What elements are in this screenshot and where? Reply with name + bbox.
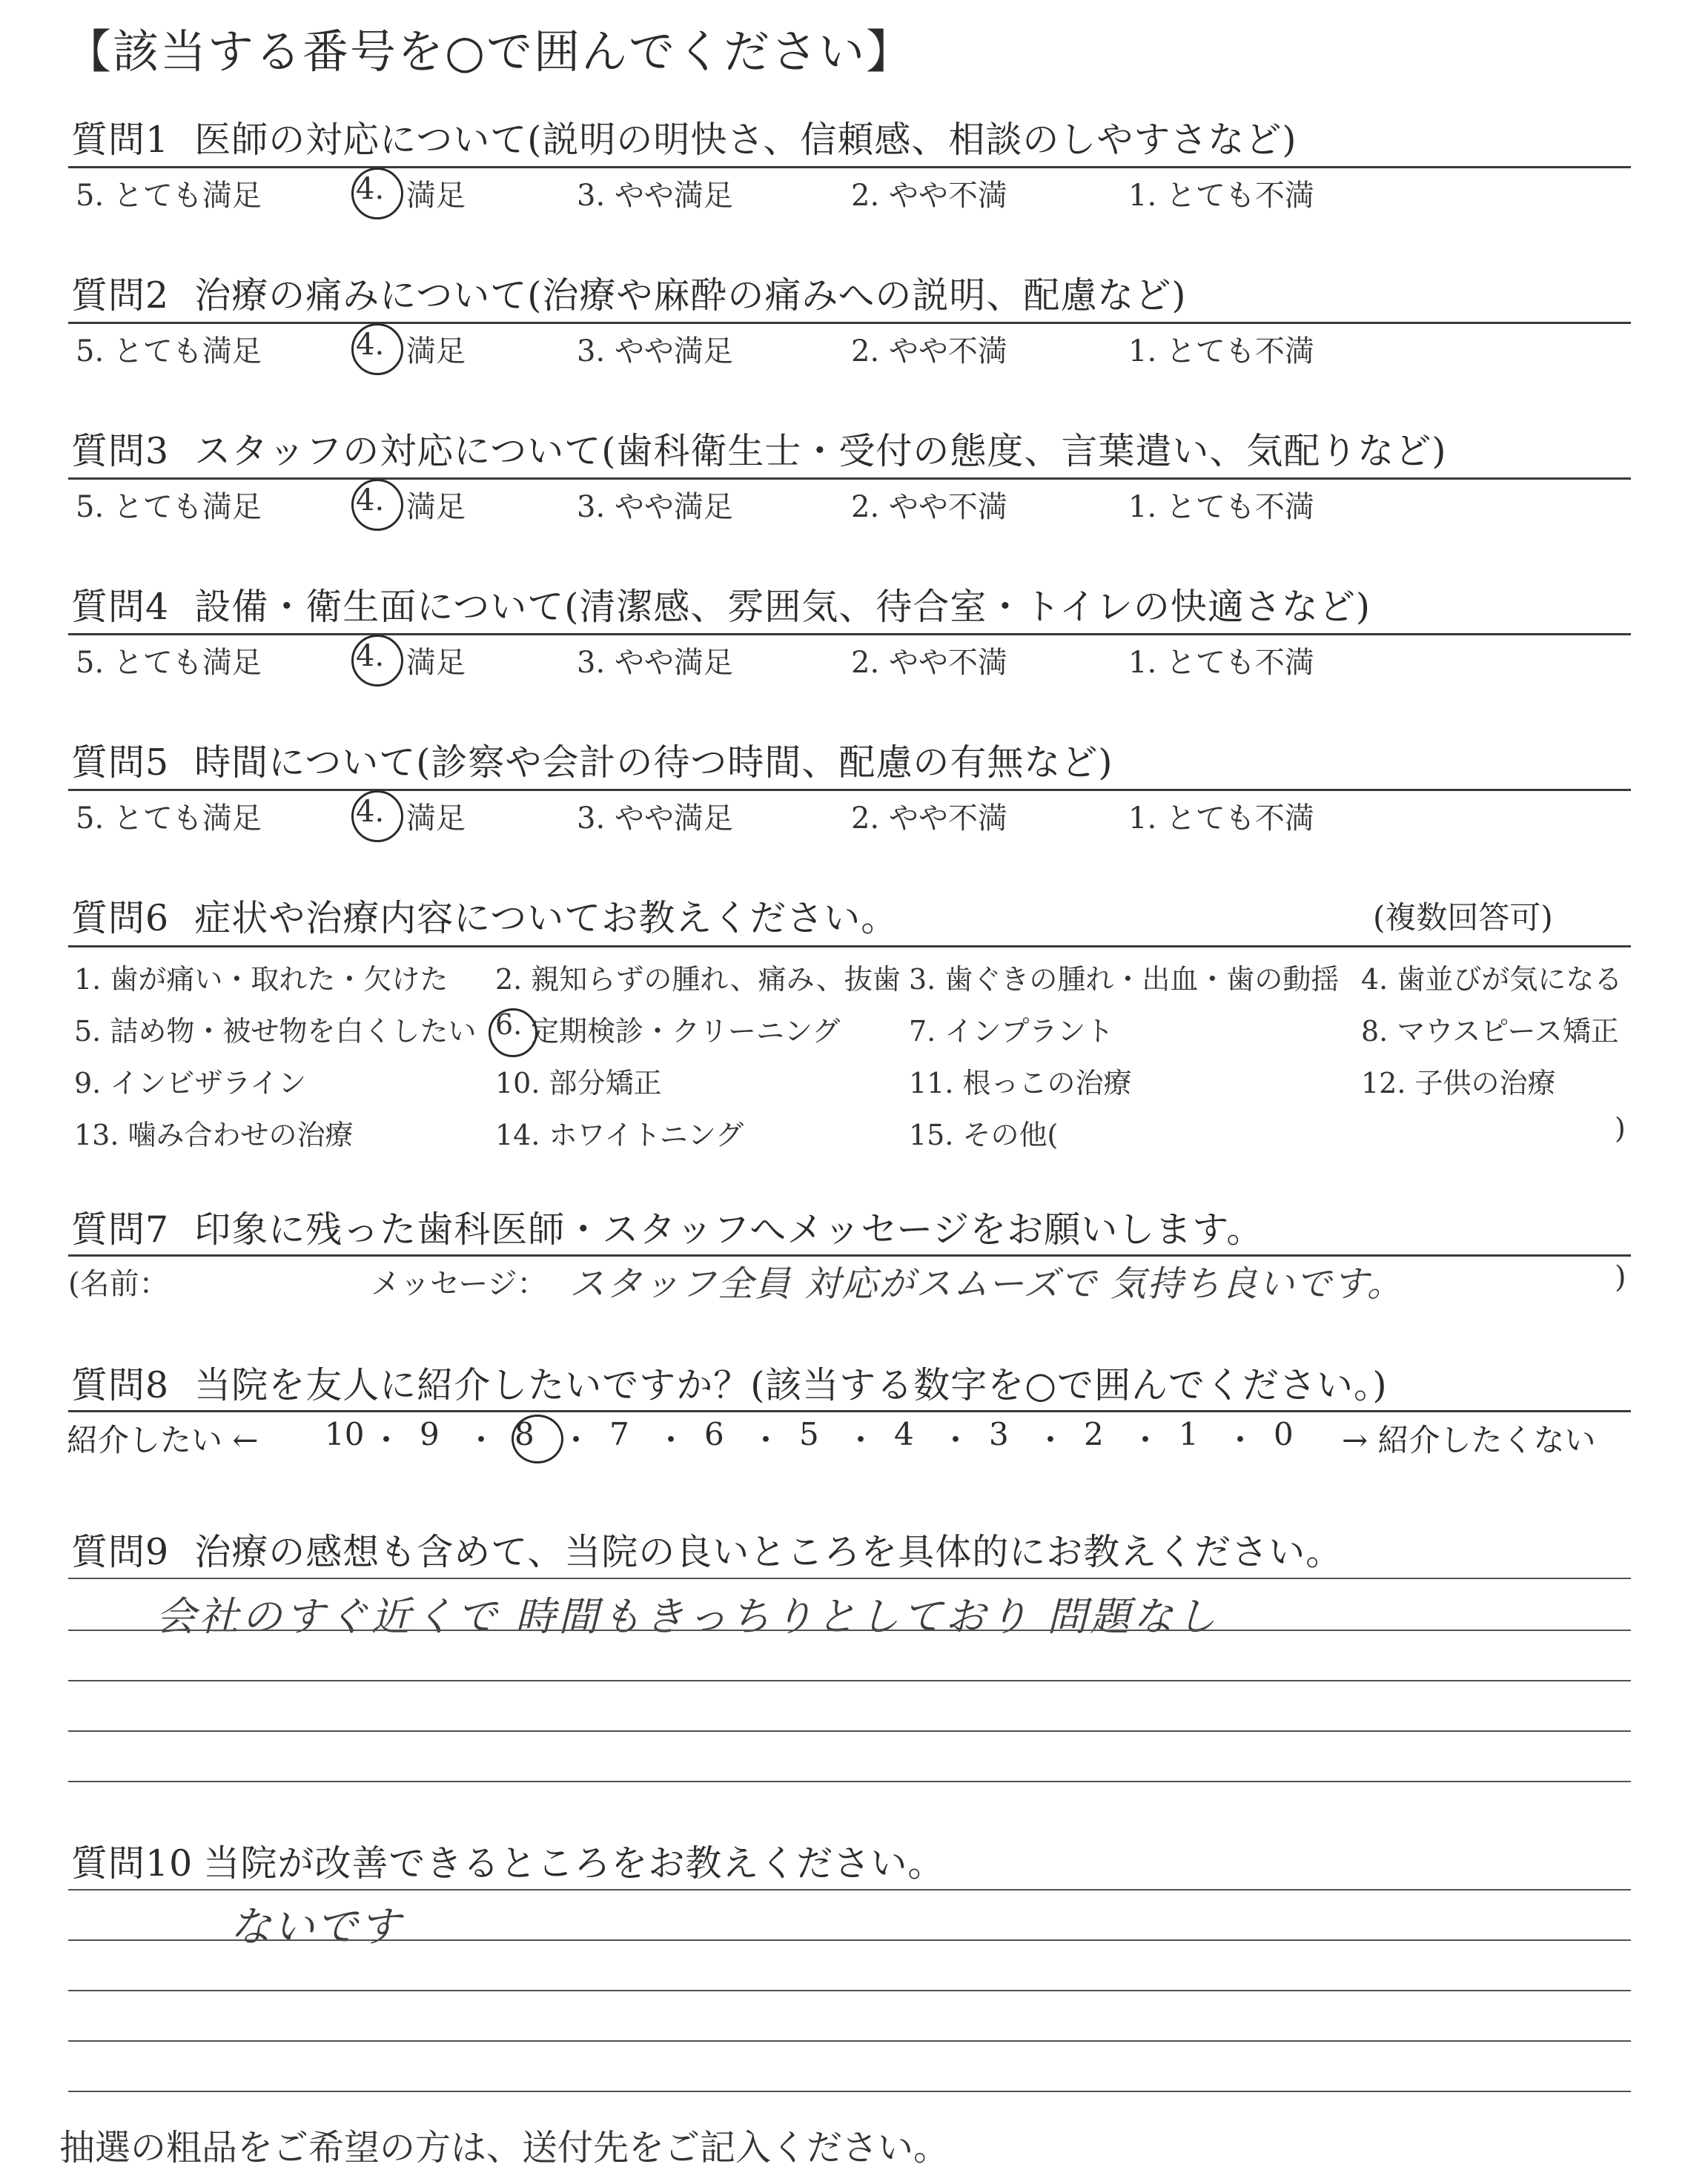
q9-label: 質問9 bbox=[71, 1531, 170, 1573]
q8-left-label: 紹介したい ← bbox=[67, 1422, 259, 1458]
q1-text: 医師の対応について(説明の明快さ、信頼感、相談のしやすさなど) bbox=[194, 119, 1297, 161]
q6-option-9[interactable]: 9. インビザライン bbox=[74, 1067, 307, 1099]
q4-option-5[interactable]: 2. やや不満 bbox=[851, 646, 1007, 680]
q4-text: 設備・衛生面について(清潔感、雰囲気、待合室・トイレの快適さなど) bbox=[194, 586, 1371, 628]
q4-title bbox=[71, 578, 1371, 630]
q1-rule bbox=[68, 166, 1631, 168]
q1-answer-circle bbox=[351, 168, 403, 219]
q1-option-1[interactable]: 5. とても満足 bbox=[76, 179, 262, 213]
q4-rule bbox=[68, 633, 1631, 635]
q2-option-5[interactable]: 2. やや不満 bbox=[851, 334, 1007, 368]
q6-option-1[interactable]: 1. 歯が痛い・取れた・欠けた bbox=[74, 963, 448, 996]
q6-option-12[interactable]: 12. 子供の治療 bbox=[1361, 1067, 1556, 1099]
q10-title bbox=[71, 1835, 944, 1887]
q1-option-2[interactable]: 4. bbox=[356, 172, 385, 206]
q3-option-6[interactable]: 1. とても不満 bbox=[1128, 490, 1314, 524]
q10-line-5 bbox=[68, 2091, 1631, 2092]
q4-option-1[interactable]: 5. とても満足 bbox=[76, 646, 262, 680]
q8-text: 当院を友人に紹介したいですか？(該当する数字を○で囲んでください。) bbox=[194, 1364, 1388, 1406]
q8-scale-2[interactable]: 2 bbox=[1084, 1416, 1104, 1452]
q7-text: 印象に残った歯科医師・スタッフへメッセージをお願いします。 bbox=[194, 1208, 1264, 1251]
q6-option-4[interactable]: 4. 歯並びが気になる bbox=[1361, 963, 1623, 996]
q7-title bbox=[71, 1201, 1263, 1253]
q2-option-1[interactable]: 5. とても満足 bbox=[76, 334, 262, 368]
q3-option-5[interactable]: 2. やや不満 bbox=[851, 490, 1007, 524]
q3-option-4[interactable]: 3. やや満足 bbox=[577, 490, 733, 524]
q2-option-6[interactable]: 1. とても不満 bbox=[1128, 334, 1314, 368]
q6-label: 質問6 bbox=[71, 897, 170, 939]
q8-label: 質問8 bbox=[71, 1364, 170, 1406]
q2-text: 治療の痛みについて(治療や麻酔の痛みへの説明、配慮など) bbox=[194, 274, 1187, 317]
q5-answer-circle bbox=[351, 790, 403, 842]
q8-scale-6[interactable]: 6 bbox=[704, 1416, 724, 1452]
q6-option-5[interactable]: 5. 詰め物・被せ物を白くしたい bbox=[74, 1015, 477, 1048]
q8-scale-1[interactable]: 1 bbox=[1179, 1416, 1199, 1452]
q8-right-label: → 紹介したくない bbox=[1342, 1422, 1596, 1458]
q7-message-label: メッセージ： bbox=[371, 1267, 547, 1301]
q6-answer-circle bbox=[489, 1008, 537, 1057]
q6-option-10[interactable]: 10. 部分矯正 bbox=[495, 1067, 662, 1099]
q8-scale-separator: ・ bbox=[750, 1422, 782, 1458]
q10-label: 質問10 bbox=[71, 1842, 193, 1885]
q1-option-5[interactable]: 2. やや不満 bbox=[851, 179, 1007, 213]
q3-answer-circle bbox=[351, 479, 403, 531]
q9-answer-handwritten: 会社のすぐ近くで 時間もきっちりとしており 問題なし bbox=[156, 1593, 1219, 1640]
q4-option-4[interactable]: 3. やや満足 bbox=[577, 646, 733, 680]
q1-option-4[interactable]: 3. やや満足 bbox=[577, 179, 733, 213]
q4-option-3[interactable]: 満足 bbox=[406, 646, 466, 680]
q2-title bbox=[71, 267, 1186, 319]
q8-scale-separator: ・ bbox=[940, 1422, 972, 1458]
q6-option-14[interactable]: 14. ホワイトニング bbox=[495, 1119, 744, 1151]
q3-option-1[interactable]: 5. とても満足 bbox=[76, 490, 262, 524]
q3-option-2[interactable]: 4. bbox=[356, 483, 385, 517]
q6-option-15[interactable]: 15. その他( bbox=[909, 1119, 1059, 1151]
q8-scale-10[interactable]: 10 bbox=[325, 1416, 365, 1452]
q5-rule bbox=[68, 789, 1631, 791]
q6-option-2[interactable]: 2. 親知らずの腫れ、痛み、抜歯 bbox=[495, 963, 901, 996]
q7-message-handwritten: スタッフ全員 対応がスムーズで 気持ち良いです。 bbox=[569, 1263, 1404, 1305]
q6-option-11[interactable]: 11. 根っこの治療 bbox=[909, 1067, 1132, 1099]
q9-line-2 bbox=[68, 1630, 1631, 1631]
q3-text: スタッフの対応について(歯科衛生士・受付の態度、言葉遣い、気配りなど) bbox=[194, 430, 1447, 472]
q5-option-3[interactable]: 満足 bbox=[406, 801, 466, 836]
q8-scale-4[interactable]: 4 bbox=[894, 1416, 914, 1452]
q6-option-13[interactable]: 13. 噛み合わせの治療 bbox=[74, 1119, 354, 1151]
q9-line-3 bbox=[68, 1680, 1631, 1681]
q9-title bbox=[71, 1524, 1343, 1575]
q5-option-4[interactable]: 3. やや満足 bbox=[577, 801, 733, 836]
q6-title bbox=[71, 890, 898, 942]
q1-option-3[interactable]: 満足 bbox=[406, 179, 466, 213]
q8-scale-separator: ・ bbox=[560, 1422, 592, 1458]
q8-scale-separator: ・ bbox=[1035, 1422, 1067, 1458]
q8-scale-separator: ・ bbox=[466, 1422, 497, 1458]
q8-title bbox=[71, 1357, 1388, 1409]
q8-scale-separator: ・ bbox=[1225, 1422, 1257, 1458]
q8-scale-separator: ・ bbox=[845, 1422, 877, 1458]
q8-scale-8[interactable]: 8 bbox=[514, 1416, 534, 1452]
q8-rule bbox=[68, 1410, 1631, 1412]
q6-option-3[interactable]: 3. 歯ぐきの腫れ・出血・歯の動揺 bbox=[909, 963, 1340, 996]
q4-answer-circle bbox=[351, 635, 403, 687]
q2-option-2[interactable]: 4. bbox=[356, 328, 385, 362]
q5-label: 質問5 bbox=[71, 741, 170, 784]
q6-option-6-text[interactable]: 定期検診・クリーニング bbox=[531, 1015, 841, 1048]
q2-label: 質問2 bbox=[71, 274, 170, 317]
q2-rule bbox=[68, 322, 1631, 324]
q1-title bbox=[71, 111, 1297, 163]
q3-title bbox=[71, 423, 1446, 474]
q3-label: 質問3 bbox=[71, 430, 170, 472]
q5-option-2[interactable]: 4. bbox=[356, 795, 385, 829]
q10-text: 当院が改善できるところをお教えください。 bbox=[203, 1842, 945, 1885]
q8-scale-separator: ・ bbox=[371, 1422, 403, 1458]
q4-option-6[interactable]: 1. とても不満 bbox=[1128, 646, 1314, 680]
q2-answer-circle bbox=[351, 323, 403, 375]
q8-scale-0[interactable]: 0 bbox=[1274, 1416, 1294, 1452]
q5-option-6[interactable]: 1. とても不満 bbox=[1128, 801, 1314, 836]
q7-label: 質問7 bbox=[71, 1208, 170, 1251]
q5-title bbox=[71, 734, 1113, 786]
q8-scale-5[interactable]: 5 bbox=[799, 1416, 819, 1452]
q5-text: 時間について(診察や会計の待つ時間、配慮の有無など) bbox=[194, 741, 1113, 784]
q6-option-6[interactable]: 6. bbox=[495, 1008, 523, 1041]
q6-option-8[interactable]: 8. マウスピース矯正 bbox=[1361, 1015, 1619, 1048]
q6-other-close-paren: ) bbox=[1615, 1112, 1626, 1145]
footer-note: 抽選の粗品をご希望の方は、送付先をご記入ください。 bbox=[59, 2127, 950, 2169]
q5-option-1[interactable]: 5. とても満足 bbox=[76, 801, 262, 836]
q8-scale-separator: ・ bbox=[1130, 1422, 1162, 1458]
q6-rule bbox=[68, 945, 1631, 947]
q7-name-label: (名前： bbox=[68, 1267, 169, 1301]
q7-close-paren: ) bbox=[1615, 1260, 1626, 1294]
q5-option-5[interactable]: 2. やや不満 bbox=[851, 801, 1007, 836]
q9-line-5 bbox=[68, 1781, 1631, 1782]
q3-option-3[interactable]: 満足 bbox=[406, 490, 466, 524]
q2-option-3[interactable]: 満足 bbox=[406, 334, 466, 368]
q10-line-3 bbox=[68, 1990, 1631, 1991]
q8-scale-7[interactable]: 7 bbox=[609, 1416, 629, 1452]
q10-line-4 bbox=[68, 2040, 1631, 2042]
q8-scale-3[interactable]: 3 bbox=[989, 1416, 1009, 1452]
q8-answer-circle bbox=[512, 1415, 563, 1463]
q10-line-2 bbox=[68, 1939, 1631, 1941]
q4-option-2[interactable]: 4. bbox=[356, 639, 385, 673]
q6-text: 症状や治療内容についてお教えください。 bbox=[194, 897, 898, 939]
q6-option-7[interactable]: 7. インプラント bbox=[909, 1015, 1114, 1048]
q1-option-6[interactable]: 1. とても不満 bbox=[1128, 179, 1314, 213]
q10-line-1 bbox=[68, 1889, 1631, 1891]
q3-rule bbox=[68, 477, 1631, 480]
q2-option-4[interactable]: 3. やや満足 bbox=[577, 334, 733, 368]
q1-label: 質問1 bbox=[71, 119, 170, 161]
page-title: 【該当する番号を○で囲んでください】 bbox=[65, 24, 914, 79]
q6-note: (複数回答可) bbox=[1373, 899, 1553, 936]
q9-text: 治療の感想も含めて、当院の良いところを具体的にお教えください。 bbox=[194, 1531, 1343, 1573]
q8-scale-separator: ・ bbox=[655, 1422, 687, 1458]
q8-scale-9[interactable]: 9 bbox=[420, 1416, 440, 1452]
q10-answer-handwritten: ないです bbox=[230, 1903, 402, 1951]
q9-line-1 bbox=[68, 1578, 1631, 1579]
q9-line-4 bbox=[68, 1730, 1631, 1732]
q4-label: 質問4 bbox=[71, 586, 170, 628]
